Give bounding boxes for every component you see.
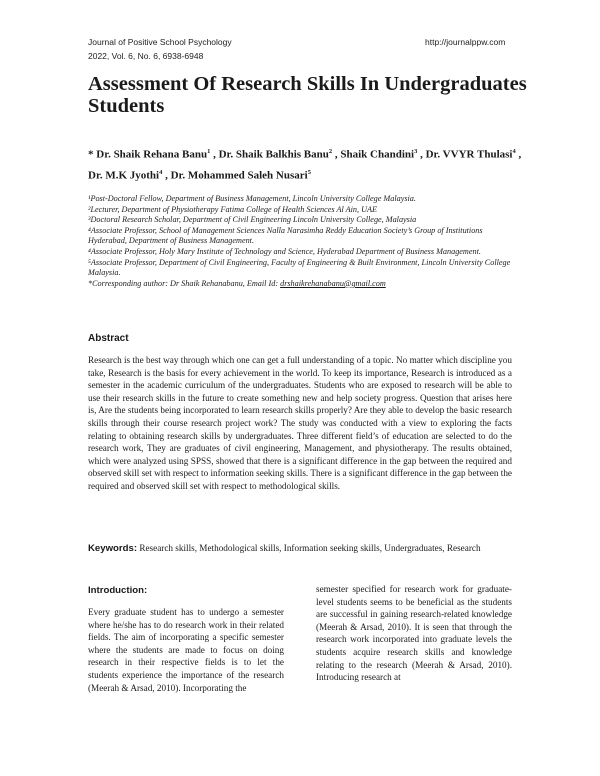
introduction-heading: Introduction: bbox=[88, 585, 148, 596]
affiliation: ⁵Associate Professor, Department of Civil Engineering, Faculty of Engineering & Built Environment, Lincoln University College Malaysia. bbox=[88, 257, 511, 278]
corresponding-email-link[interactable]: drshaikrehanabanu@gmail.com bbox=[280, 278, 386, 288]
abstract-heading: Abstract bbox=[88, 333, 129, 344]
affiliation: ⁴Associate Professor, Holy Mary Institute of Technology and Science, Hyderabad Department of Business Management. bbox=[88, 246, 481, 256]
running-header bbox=[88, 35, 232, 63]
corresponding-label: *Corresponding author: Dr Shaik Rehanabanu, Email Id: bbox=[88, 278, 281, 288]
corresponding-author bbox=[88, 279, 518, 290]
keywords bbox=[88, 542, 512, 556]
affiliation: ²Lecturer, Department of Physiotherapy Fatima College of Health Sciences Al Ain, UAE bbox=[88, 204, 378, 214]
introduction-column-1: Every graduate student has to undergo a semester where he/she has to do research work in their related fields. The aim of incorporating a specific semester where the students are made to focus on doing research in their respective fields is to let the students experience the importance of the research (Meerah & Arsad, 2010). Incorporating the bbox=[88, 607, 284, 693]
affiliation: ¹Post-Doctoral Fellow, Department of Business Management, Lincoln University College Malaysia. bbox=[88, 194, 416, 203]
keywords-text: Research skills, Methodological skills, Information seeking skills, Undergraduates, Research bbox=[137, 543, 481, 553]
affiliations bbox=[88, 194, 518, 289]
author-name: Dr. Shaik Balkhis Banu bbox=[218, 148, 329, 161]
author-affil-number: 4 bbox=[512, 148, 516, 155]
author-affil-number: 4 bbox=[159, 168, 163, 176]
affiliation: ⁴Associate Professor, School of Management Sciences Nalla Narasimha Reddy Education Society’s Group of Institutions Hyderabad, Department of Business Management. bbox=[88, 225, 483, 246]
author-affil-number: 3 bbox=[414, 148, 418, 155]
abstract-body: Research is the best way through which one can get a full understanding of a topic. No matter which discipline you take, Research is the basis for every achievement in the world. To keep its importance, Research is introduced as a semester in the academic curriculum of the undergraduates. Students who are exposed to research will be able to use their research skills in the future to create something new and help society progress. Question that arises here is, Are the students being incorporated to learn research skills properly? Are they able to develop the basic research skills through their course research project work? The study was conducted with a view to exploring the facts relating to obtaining research skills by undergraduates. Three different field’s of education are selected to do the research work, They are graduates of civil engineering, Management, and physiotherapy. The results obtained, which were analyzed using SPSS, showed that there is a significant difference in the gap between the required and observed skill set with respect to information seeking skills. There is a significant difference in the gap between the required and observed skill set with respect to methodological skills. bbox=[88, 355, 512, 491]
journal-url[interactable]: http://journalppw.com bbox=[425, 37, 506, 47]
affiliation: ³Doctoral Research Scholar, Department of Civil Engineering Lincoln University College, Malaysia bbox=[88, 215, 417, 225]
author-name: Dr. Shaik Rehana Banu bbox=[96, 148, 208, 161]
journal-issue: 2022, Vol. 6, No. 6, 6938-6948 bbox=[88, 51, 204, 61]
author-list: * Dr. Shaik Rehana Banu$^1$ , Dr. Shaik Balkhis Banu$^2$ , Shaik Chandini$^3$ , Dr. VVYR Thulasi$^4$ , Dr. M.K Jyothi$^4$ , Dr. Mohammed Saleh Nusari$^5$ bbox=[88, 148, 522, 182]
author-name: Dr. Mohammed Saleh Nusari bbox=[170, 169, 308, 182]
introduction-column-2: semester specified for research work for graduate-level students seems to be beneficial as the students are successful in gaining research-related knowledge (Meerah & Arsad, 2010). It is seen that through the research work incorporated into graduate levels the students acquire research skills and knowledge relating to the research (Meerah & Arsad, 2010). Introducing research at bbox=[316, 584, 512, 683]
corresponding-marker: * bbox=[88, 148, 97, 161]
keywords-label: Keywords: bbox=[88, 543, 138, 554]
author-name: Dr. VVYR Thulasi bbox=[425, 148, 513, 161]
author-name: Dr. M.K Jyothi bbox=[88, 169, 160, 182]
author-affil-number: 2 bbox=[328, 148, 333, 155]
paper-title: Assessment Of Research Skills In Undergraduates Students bbox=[88, 73, 527, 117]
journal-name: Journal of Positive School Psychology bbox=[88, 37, 232, 47]
author-affil-number: 5 bbox=[307, 168, 311, 176]
author-affil-number: 1 bbox=[207, 148, 211, 155]
author-name: Shaik Chandini bbox=[340, 148, 415, 161]
